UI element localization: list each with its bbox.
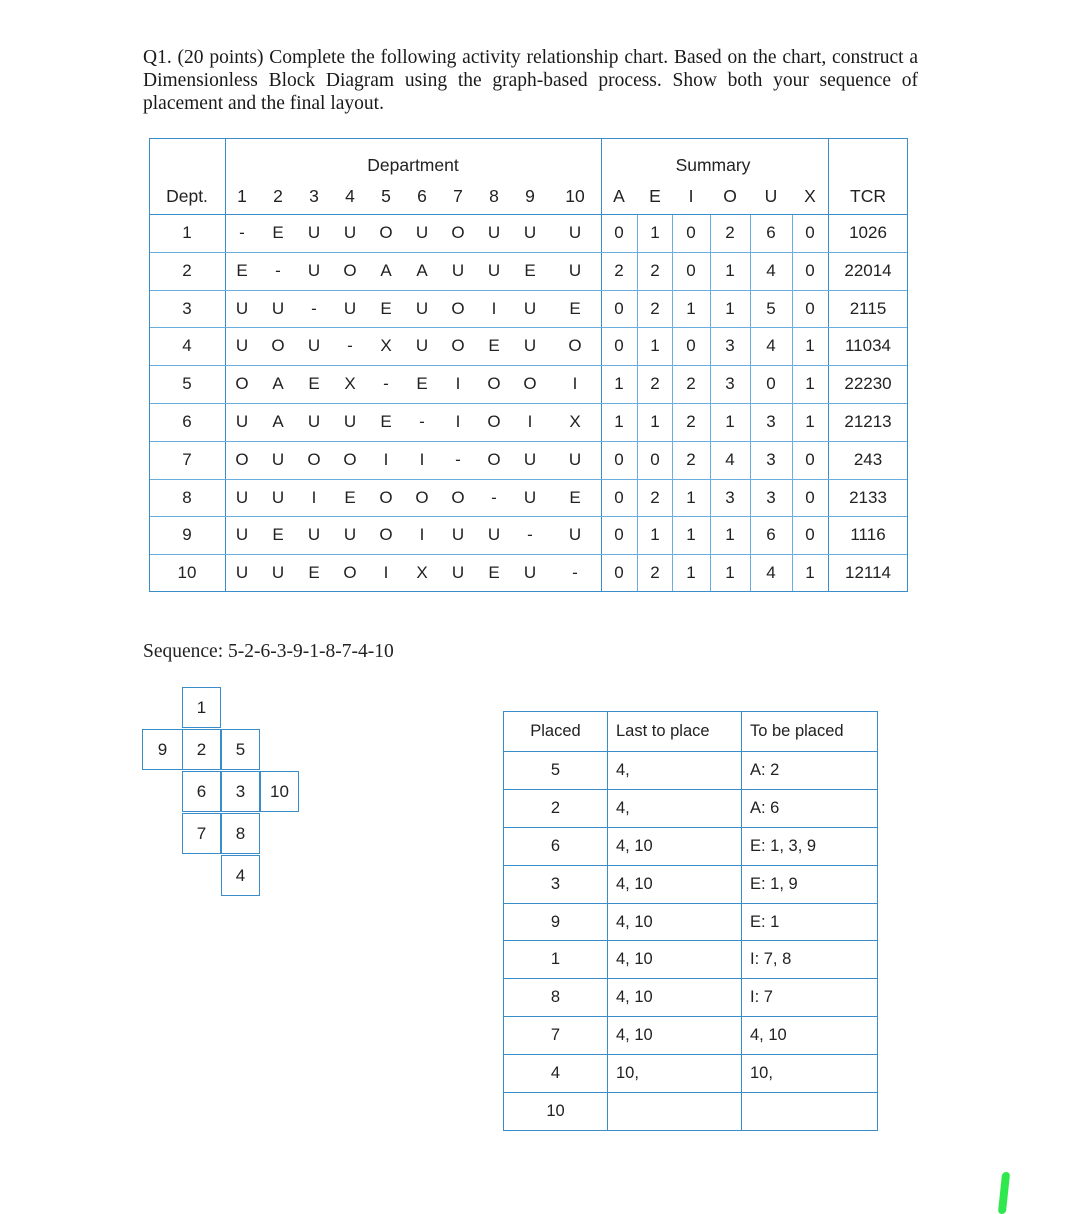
summary-cell: 1 bbox=[805, 336, 815, 356]
summary-cell: 0 bbox=[614, 449, 624, 469]
placement-row bbox=[504, 1055, 878, 1093]
summary-cell: 2 bbox=[650, 374, 660, 394]
block-dept-5: 5 bbox=[221, 729, 260, 770]
chart-row-divider bbox=[150, 214, 907, 215]
placement-header-row bbox=[504, 712, 878, 752]
placement-row bbox=[504, 903, 878, 941]
block-dept-4: 4 bbox=[221, 855, 260, 896]
tcr-cell: 11034 bbox=[844, 336, 892, 356]
summary-cell: 1 bbox=[650, 411, 660, 431]
placement-header-cell: Last to place bbox=[608, 712, 742, 752]
relationship-cell: O bbox=[451, 222, 465, 242]
relationship-cell: U bbox=[271, 563, 285, 583]
summary-cell: 0 bbox=[805, 260, 815, 280]
relationship-cell: O bbox=[379, 487, 393, 507]
last-to-place-cell: 4, 10 bbox=[608, 865, 742, 903]
summary-cell: 0 bbox=[805, 525, 815, 545]
relationship-cell: U bbox=[568, 222, 582, 242]
summary-cell: 0 bbox=[614, 336, 624, 356]
relationship-cell: E bbox=[308, 374, 320, 394]
placement-header-cell: To be placed bbox=[742, 712, 878, 752]
summary-cell: 1 bbox=[686, 487, 696, 507]
relationship-cell: U bbox=[523, 222, 537, 242]
summary-cell: 2 bbox=[725, 222, 735, 242]
summary-header: Summary bbox=[675, 155, 751, 175]
relationship-cell: O bbox=[235, 449, 249, 469]
activity-relationship-chart bbox=[149, 138, 908, 592]
chart-row-divider bbox=[150, 441, 907, 442]
row-dept-label: 5 bbox=[182, 374, 192, 394]
sequence-text: Sequence: 5-2-6-3-9-1-8-7-4-10 bbox=[143, 641, 394, 662]
dept-col-header: 9 bbox=[525, 186, 535, 206]
relationship-cell: O bbox=[379, 525, 393, 545]
relationship-cell: I bbox=[527, 411, 533, 431]
relationship-cell: O bbox=[307, 449, 321, 469]
relationship-cell: U bbox=[568, 260, 582, 280]
last-to-place-cell: 4, bbox=[608, 752, 742, 790]
relationship-cell: E bbox=[272, 525, 284, 545]
placed-cell: 4 bbox=[504, 1055, 608, 1093]
summary-cell: 0 bbox=[614, 487, 624, 507]
summary-col-header: I bbox=[688, 186, 694, 206]
relationship-cell: I bbox=[491, 298, 497, 318]
relationship-cell: X bbox=[416, 563, 428, 583]
summary-cell: 1 bbox=[805, 374, 815, 394]
summary-cell: 2 bbox=[686, 374, 696, 394]
summary-cell: 0 bbox=[686, 222, 696, 242]
relationship-cell: U bbox=[523, 449, 537, 469]
row-dept-label: 2 bbox=[182, 260, 192, 280]
summary-cell: 0 bbox=[766, 374, 776, 394]
to-be-placed-cell: E: 1, 3, 9 bbox=[742, 827, 878, 865]
summary-cell: 3 bbox=[725, 374, 735, 394]
last-to-place-cell: 4, 10 bbox=[608, 941, 742, 979]
dept-col-header: 10 bbox=[565, 186, 585, 206]
relationship-cell: U bbox=[307, 260, 321, 280]
relationship-cell: A bbox=[380, 260, 392, 280]
relationship-cell: U bbox=[568, 449, 582, 469]
relationship-cell: U bbox=[487, 525, 501, 545]
summary-cell: 1 bbox=[614, 411, 624, 431]
last-to-place-cell: 4, 10 bbox=[608, 903, 742, 941]
tcr-cell: 243 bbox=[853, 449, 883, 469]
relationship-cell: I bbox=[572, 374, 578, 394]
tcr-cell: 1116 bbox=[850, 525, 886, 545]
green-pen-mark bbox=[998, 1172, 1010, 1214]
summary-cell: 6 bbox=[766, 525, 776, 545]
tcr-header: TCR bbox=[850, 186, 886, 206]
summary-cell: 2 bbox=[650, 260, 660, 280]
relationship-cell: - bbox=[419, 411, 425, 431]
relationship-cell: U bbox=[568, 525, 582, 545]
relationship-cell: I bbox=[455, 374, 461, 394]
relationship-cell: U bbox=[343, 525, 357, 545]
summary-cell: 6 bbox=[766, 222, 776, 242]
row-dept-label: 3 bbox=[182, 298, 192, 318]
relationship-cell: E bbox=[344, 487, 356, 507]
dept-col-header: 4 bbox=[345, 186, 355, 206]
tcr-cell: 1026 bbox=[849, 222, 887, 242]
relationship-cell: - bbox=[383, 374, 389, 394]
relationship-cell: U bbox=[415, 222, 429, 242]
chart-row-divider bbox=[150, 479, 907, 480]
dept-col-header: 8 bbox=[489, 186, 499, 206]
relationship-cell: O bbox=[271, 336, 285, 356]
summary-cell: 4 bbox=[766, 563, 776, 583]
placed-cell: 6 bbox=[504, 827, 608, 865]
tcr-cell: 2115 bbox=[849, 298, 887, 318]
relationship-cell: E bbox=[488, 336, 500, 356]
summary-cell: 0 bbox=[614, 298, 624, 318]
placed-cell: 7 bbox=[504, 1017, 608, 1055]
tcr-cell: 21213 bbox=[844, 411, 892, 431]
row-dept-label: 6 bbox=[182, 411, 192, 431]
relationship-cell: O bbox=[415, 487, 429, 507]
relationship-cell: - bbox=[347, 336, 353, 356]
relationship-cell: U bbox=[415, 336, 429, 356]
relationship-cell: - bbox=[527, 525, 533, 545]
relationship-cell: E bbox=[380, 298, 392, 318]
relationship-cell: - bbox=[491, 487, 497, 507]
relationship-cell: U bbox=[487, 222, 501, 242]
relationship-cell: U bbox=[235, 525, 249, 545]
last-to-place-cell: 4, 10 bbox=[608, 979, 742, 1017]
tcr-cell: 12114 bbox=[844, 563, 892, 583]
relationship-cell: U bbox=[271, 298, 285, 318]
summary-cell: 1 bbox=[805, 563, 815, 583]
summary-cell: 1 bbox=[650, 222, 660, 242]
relationship-cell: I bbox=[383, 563, 389, 583]
summary-cell: 0 bbox=[686, 336, 696, 356]
relationship-cell: O bbox=[343, 449, 357, 469]
relationship-cell: O bbox=[451, 336, 465, 356]
row-dept-label: 4 bbox=[182, 336, 192, 356]
relationship-cell: U bbox=[307, 525, 321, 545]
to-be-placed-cell: I: 7, 8 bbox=[742, 941, 878, 979]
dept-header: Dept. bbox=[166, 186, 208, 206]
relationship-cell: I bbox=[419, 525, 425, 545]
placement-row bbox=[504, 1017, 878, 1055]
chart-row-divider bbox=[150, 290, 907, 291]
relationship-cell: U bbox=[523, 336, 537, 356]
block-dept-3: 3 bbox=[221, 771, 260, 812]
placed-cell: 8 bbox=[504, 979, 608, 1017]
placement-table bbox=[503, 711, 878, 1131]
relationship-cell: U bbox=[523, 298, 537, 318]
summary-cell: 4 bbox=[766, 260, 776, 280]
relationship-cell: - bbox=[572, 563, 578, 583]
row-dept-label: 8 bbox=[182, 487, 192, 507]
summary-cell: 1 bbox=[725, 525, 735, 545]
summary-col-header: U bbox=[764, 186, 778, 206]
relationship-cell: U bbox=[451, 525, 465, 545]
summary-cell: 0 bbox=[805, 487, 815, 507]
placement-row bbox=[504, 979, 878, 1017]
summary-cell: 5 bbox=[766, 298, 776, 318]
relationship-cell: O bbox=[235, 374, 249, 394]
to-be-placed-cell: A: 2 bbox=[742, 752, 878, 790]
relationship-cell: O bbox=[568, 336, 582, 356]
chart-row-divider bbox=[150, 516, 907, 517]
last-to-place-cell bbox=[608, 1093, 742, 1131]
placement-row bbox=[504, 789, 878, 827]
placement-header-cell: Placed bbox=[504, 712, 608, 752]
relationship-cell: U bbox=[307, 411, 321, 431]
relationship-cell: U bbox=[343, 411, 357, 431]
summary-cell: 1 bbox=[614, 374, 624, 394]
dept-col-header: 6 bbox=[417, 186, 427, 206]
to-be-placed-cell bbox=[742, 1093, 878, 1131]
summary-cell: 0 bbox=[650, 449, 660, 469]
row-dept-label: 1 bbox=[182, 222, 192, 242]
placement-row bbox=[504, 865, 878, 903]
summary-cell: 3 bbox=[766, 411, 776, 431]
summary-cell: 2 bbox=[614, 260, 624, 280]
relationship-cell: A bbox=[272, 374, 284, 394]
placed-cell: 5 bbox=[504, 752, 608, 790]
relationship-cell: A bbox=[416, 260, 428, 280]
last-to-place-cell: 4, 10 bbox=[608, 827, 742, 865]
relationship-cell: E bbox=[380, 411, 392, 431]
relationship-cell: U bbox=[235, 487, 249, 507]
summary-cell: 1 bbox=[805, 411, 815, 431]
block-dept-1: 1 bbox=[182, 687, 221, 728]
dept-col-header: 2 bbox=[273, 186, 283, 206]
placed-cell: 2 bbox=[504, 789, 608, 827]
relationship-cell: I bbox=[311, 487, 317, 507]
relationship-cell: U bbox=[271, 487, 285, 507]
placed-cell: 3 bbox=[504, 865, 608, 903]
summary-col-header: O bbox=[723, 186, 737, 206]
relationship-cell: O bbox=[451, 298, 465, 318]
relationship-cell: E bbox=[416, 374, 428, 394]
relationship-cell: U bbox=[235, 563, 249, 583]
relationship-cell: U bbox=[451, 260, 465, 280]
relationship-cell: I bbox=[419, 449, 425, 469]
block-dept-6: 6 bbox=[182, 771, 221, 812]
relationship-cell: I bbox=[383, 449, 389, 469]
relationship-cell: E bbox=[569, 487, 581, 507]
relationship-cell: E bbox=[308, 563, 320, 583]
relationship-cell: E bbox=[272, 222, 284, 242]
relationship-cell: U bbox=[307, 336, 321, 356]
summary-cell: 0 bbox=[805, 222, 815, 242]
last-to-place-cell: 4, 10 bbox=[608, 1017, 742, 1055]
chart-row-divider bbox=[150, 252, 907, 253]
relationship-cell: U bbox=[343, 298, 357, 318]
summary-cell: 1 bbox=[725, 260, 735, 280]
relationship-cell: O bbox=[451, 487, 465, 507]
relationship-cell: U bbox=[235, 336, 249, 356]
to-be-placed-cell: 4, 10 bbox=[742, 1017, 878, 1055]
relationship-cell: U bbox=[523, 487, 537, 507]
last-to-place-cell: 4, bbox=[608, 789, 742, 827]
dept-col-header: 7 bbox=[453, 186, 463, 206]
row-dept-label: 10 bbox=[177, 563, 197, 583]
relationship-cell: - bbox=[311, 298, 317, 318]
relationship-cell: E bbox=[488, 563, 500, 583]
chart-row-divider bbox=[150, 554, 907, 555]
summary-cell: 1 bbox=[650, 336, 660, 356]
relationship-cell: U bbox=[523, 563, 537, 583]
summary-cell: 1 bbox=[725, 411, 735, 431]
to-be-placed-cell: A: 6 bbox=[742, 789, 878, 827]
summary-cell: 0 bbox=[614, 222, 624, 242]
placement-row bbox=[504, 752, 878, 790]
chart-row-divider bbox=[150, 403, 907, 404]
summary-cell: 1 bbox=[725, 298, 735, 318]
question-text: Q1. (20 points) Complete the following activity relationship chart. Based on the chart, construct a Dimensionless Block Diagram using the graph-based process. Show both your sequence of placement and the final layout. bbox=[143, 47, 918, 114]
summary-cell: 2 bbox=[686, 449, 696, 469]
summary-cell: 2 bbox=[686, 411, 696, 431]
summary-cell: 0 bbox=[614, 563, 624, 583]
tcr-cell: 2133 bbox=[849, 487, 887, 507]
placement-row bbox=[504, 941, 878, 979]
relationship-cell: E bbox=[236, 260, 248, 280]
summary-cell: 3 bbox=[725, 487, 735, 507]
placement-row bbox=[504, 1093, 878, 1131]
chart-row-divider bbox=[150, 327, 907, 328]
block-dept-9: 9 bbox=[142, 729, 183, 770]
summary-cell: 2 bbox=[650, 487, 660, 507]
to-be-placed-cell: E: 1, 9 bbox=[742, 865, 878, 903]
placed-cell: 9 bbox=[504, 903, 608, 941]
relationship-cell: U bbox=[343, 222, 357, 242]
row-dept-label: 9 bbox=[182, 525, 192, 545]
relationship-cell: U bbox=[271, 449, 285, 469]
dept-col-header: 5 bbox=[381, 186, 391, 206]
relationship-cell: O bbox=[487, 449, 501, 469]
block-dept-7: 7 bbox=[182, 813, 221, 854]
summary-cell: 1 bbox=[686, 563, 696, 583]
summary-cell: 1 bbox=[650, 525, 660, 545]
relationship-cell: O bbox=[487, 374, 501, 394]
relationship-cell: - bbox=[275, 260, 281, 280]
to-be-placed-cell: I: 7 bbox=[742, 979, 878, 1017]
summary-cell: 4 bbox=[766, 336, 776, 356]
relationship-cell: I bbox=[455, 411, 461, 431]
block-dept-8: 8 bbox=[221, 813, 260, 854]
relationship-cell: X bbox=[380, 336, 392, 356]
summary-cell: 0 bbox=[805, 298, 815, 318]
relationship-cell: X bbox=[569, 411, 581, 431]
relationship-cell: A bbox=[272, 411, 284, 431]
relationship-cell: - bbox=[239, 222, 245, 242]
block-dept-10: 10 bbox=[260, 771, 299, 812]
chart-row-divider bbox=[150, 365, 907, 366]
relationship-cell: - bbox=[455, 449, 461, 469]
relationship-cell: U bbox=[451, 563, 465, 583]
summary-col-header: E bbox=[649, 186, 661, 206]
relationship-cell: E bbox=[569, 298, 581, 318]
block-dept-2: 2 bbox=[182, 729, 221, 770]
summary-cell: 1 bbox=[686, 298, 696, 318]
summary-cell: 1 bbox=[725, 563, 735, 583]
summary-cell: 0 bbox=[614, 525, 624, 545]
summary-col-header: X bbox=[804, 186, 816, 206]
relationship-cell: X bbox=[344, 374, 356, 394]
summary-cell: 3 bbox=[766, 487, 776, 507]
relationship-cell: O bbox=[487, 411, 501, 431]
placed-cell: 1 bbox=[504, 941, 608, 979]
summary-cell: 3 bbox=[766, 449, 776, 469]
last-to-place-cell: 10, bbox=[608, 1055, 742, 1093]
summary-cell: 2 bbox=[650, 563, 660, 583]
tcr-cell: 22230 bbox=[844, 374, 892, 394]
summary-col-header: A bbox=[613, 186, 625, 206]
summary-cell: 0 bbox=[805, 449, 815, 469]
tcr-cell: 22014 bbox=[844, 260, 892, 280]
summary-cell: 3 bbox=[725, 336, 735, 356]
relationship-cell: U bbox=[415, 298, 429, 318]
to-be-placed-cell: E: 1 bbox=[742, 903, 878, 941]
relationship-cell: U bbox=[487, 260, 501, 280]
summary-cell: 4 bbox=[725, 449, 735, 469]
relationship-cell: O bbox=[523, 374, 537, 394]
relationship-cell: O bbox=[343, 563, 357, 583]
row-dept-label: 7 bbox=[182, 449, 192, 469]
relationship-cell: O bbox=[379, 222, 393, 242]
relationship-cell: O bbox=[343, 260, 357, 280]
relationship-cell: E bbox=[524, 260, 536, 280]
summary-cell: 2 bbox=[650, 298, 660, 318]
summary-cell: 1 bbox=[686, 525, 696, 545]
relationship-cell: U bbox=[235, 411, 249, 431]
placed-cell: 10 bbox=[504, 1093, 608, 1131]
relationship-cell: U bbox=[307, 222, 321, 242]
department-header: Department bbox=[367, 155, 459, 175]
placement-row bbox=[504, 827, 878, 865]
relationship-cell: U bbox=[235, 298, 249, 318]
dept-col-header: 1 bbox=[237, 186, 247, 206]
dept-col-header: 3 bbox=[309, 186, 319, 206]
to-be-placed-cell: 10, bbox=[742, 1055, 878, 1093]
summary-cell: 0 bbox=[686, 260, 696, 280]
